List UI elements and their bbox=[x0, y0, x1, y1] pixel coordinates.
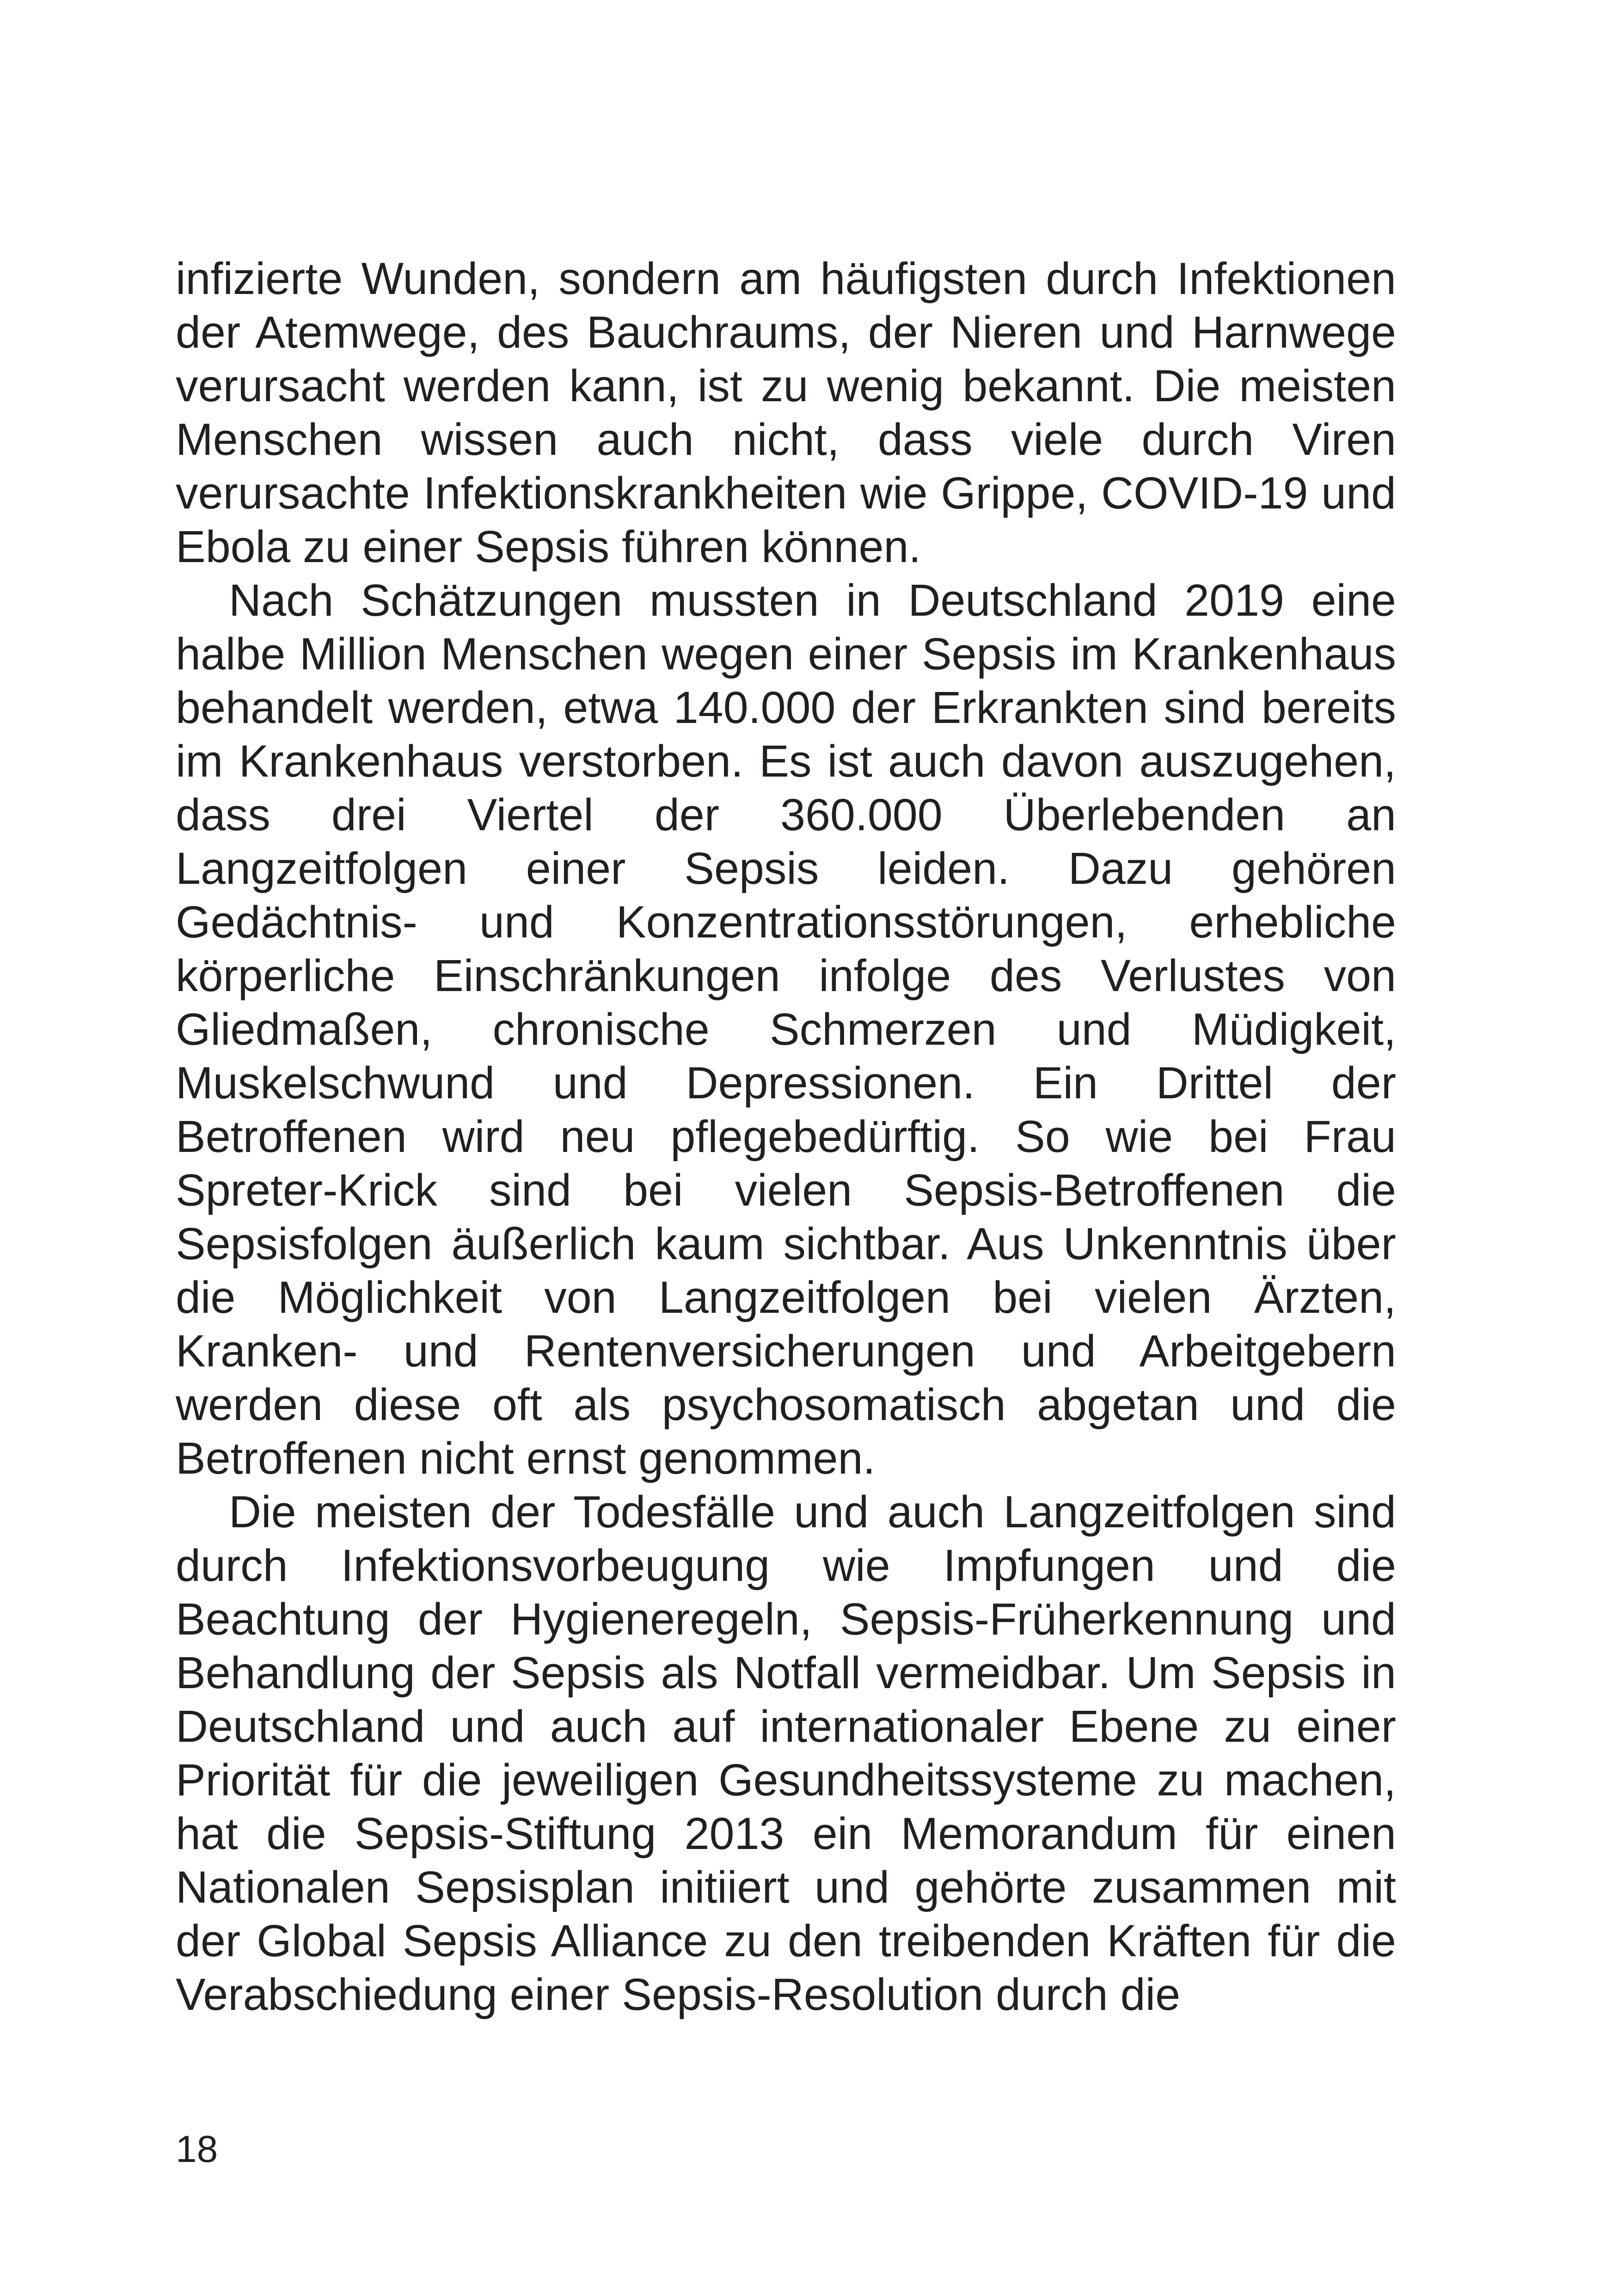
paragraph-sepsis-statistics: Nach Schätzungen mussten in Deutschland 2019 eine halbe Million Menschen wegen einer Sepsis im Krankenhaus behandelt werden, etwa 140.000 der Erkrankten sind bereits im Krankenhaus verstorben. Es ist auch davon auszugehen, dass drei Viertel der 360.000 Überlebenden an Langzeitfolgen einer Sepsis leiden. Dazu gehören Gedächtnis- und Konzentrationsstörungen, erhebliche körperliche Einschränkungen infolge des Verlustes von Gliedmaßen, chronische Schmerzen und Müdigkeit, Muskelschwund und Depressionen. Ein Drittel der Betroffenen wird neu pflegebedürftig. So wie bei Frau Spreter-Krick sind bei vielen Sepsis-Betroffenen die Sepsisfolgen äußerlich kaum sichtbar. Aus Unkenntnis über die Möglichkeit von Langzeitfolgen bei vielen Ärzten, Kranken- und Rentenversicherungen und Arbeitgebern werden diese oft als psychosomatisch abgetan und die Betroffenen nicht ernst genommen. bbox=[176, 575, 1396, 1483]
paragraph-continuation: infizierte Wunden, sondern am häufigsten durch Infektionen der Atemwege, des Bauchraums, der Nieren und Harnwege verursacht werden kann, ist zu wenig bekannt. Die meisten Menschen wissen auch nicht, dass viele durch Viren verursachte Infektionskrankheiten wie Grippe, COVID-19 und Ebola zu einer Sepsis führen können. bbox=[176, 253, 1396, 572]
page-number: 18 bbox=[176, 2128, 218, 2170]
paragraph-prevention-and-resolution: Die meisten der Todesfälle und auch Langzeitfolgen sind durch Infektionsvorbeugung wie Impfungen und die Beachtung der Hygieneregeln, Sepsis-Früherkennung und Behandlung der Sepsis als Notfall vermeidbar. Um Sepsis in Deutschland und auch auf internationaler Ebene zu einer Priorität für die jeweiligen Gesundheitssysteme zu machen, hat die Sepsis-Stiftung 2013 ein Memorandum für einen Nationalen Sepsisplan initiiert und gehörte zusammen mit der Global Sepsis Alliance zu den treibenden Kräften für die Verabschiedung einer Sepsis-Resolution durch die bbox=[176, 1487, 1396, 2020]
body-text bbox=[176, 252, 1396, 2021]
